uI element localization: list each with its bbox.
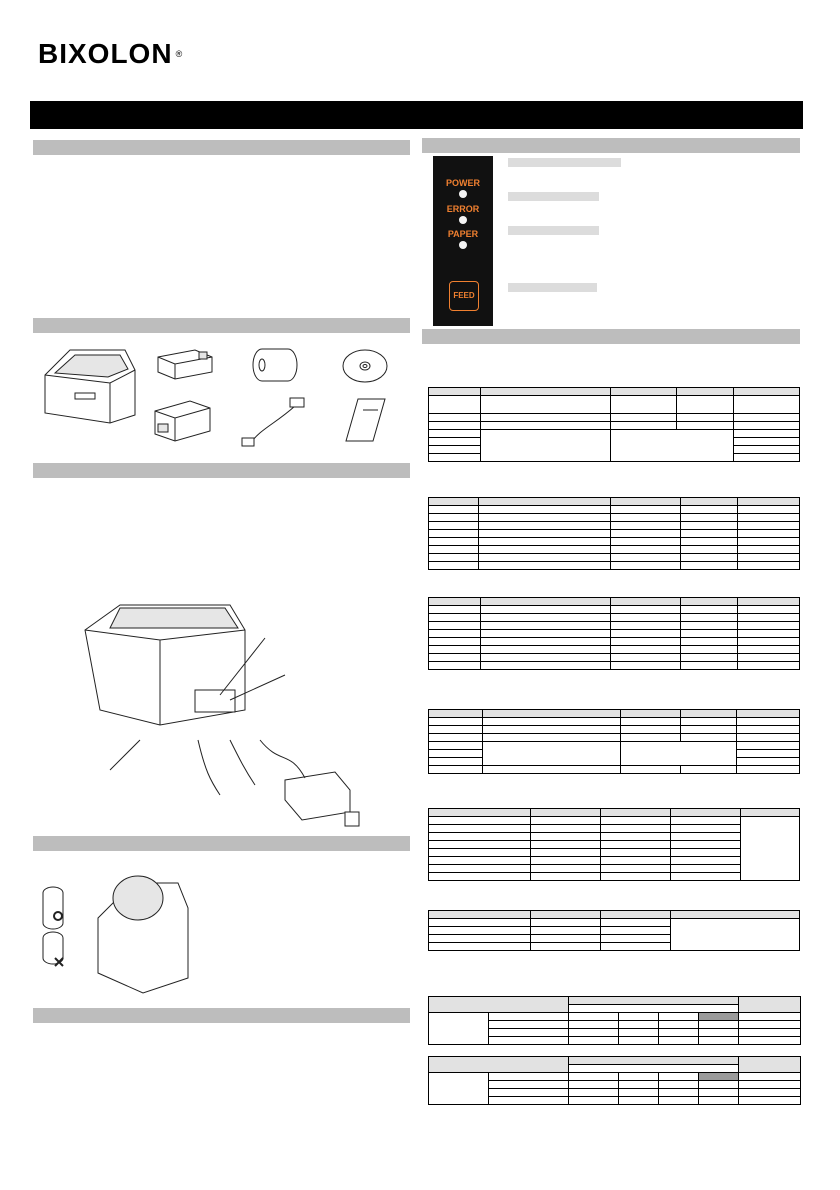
paper-led-icon (459, 241, 467, 249)
section-header-contents (33, 318, 410, 333)
brand-logo (38, 40, 183, 68)
spec-table-8 (428, 1056, 801, 1105)
cd-icon (340, 346, 390, 386)
feed-button[interactable]: FEED (449, 281, 479, 311)
spec-table-1 (428, 387, 800, 462)
section-header-1 (33, 140, 410, 155)
paper-loading-icon (38, 858, 198, 998)
manual-icon (343, 396, 388, 446)
paper-label: PAPER (447, 229, 479, 239)
power-adapter-icon (150, 396, 215, 446)
spec-table-7 (428, 996, 801, 1045)
error-led-icon (459, 216, 467, 224)
brand-name: BIXOLON (38, 38, 173, 69)
paper-roll-icon (250, 345, 300, 385)
section-header-control-panel (422, 138, 800, 153)
control-panel (433, 156, 493, 326)
printer-connection-icon (80, 600, 380, 840)
power-led-icon (459, 190, 467, 198)
power-label: POWER (445, 178, 480, 188)
printer-icon (40, 345, 140, 425)
paper-desc-bar (508, 226, 599, 235)
spec-table-2 (428, 497, 800, 570)
spec-table-3 (428, 597, 800, 670)
spec-table-6 (428, 910, 800, 951)
adapter-cover-icon (155, 347, 215, 382)
section-header-connection (33, 463, 410, 478)
spec-table-5 (428, 808, 800, 881)
error-label: ERROR (446, 204, 480, 214)
power-cord-icon (240, 394, 310, 449)
section-header-dip-switch (422, 329, 800, 344)
power-desc-bar (508, 158, 621, 167)
error-desc-bar (508, 192, 599, 201)
registered-mark: ® (175, 49, 184, 59)
feed-desc-bar (508, 283, 597, 292)
title-bar (30, 101, 803, 129)
section-header-bottom (33, 1008, 410, 1023)
spec-table-4 (428, 709, 800, 774)
